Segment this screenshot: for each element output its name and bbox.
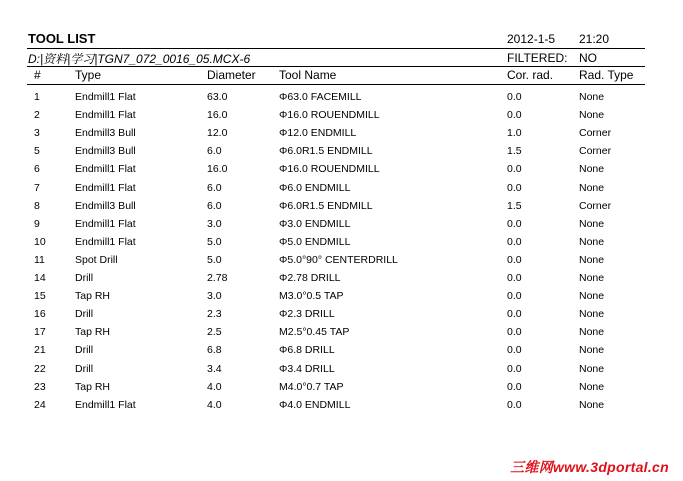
cell-corner-radius: 0.0 [507,344,522,357]
table-row [0,363,683,381]
cell-corner-radius: 0.0 [507,217,522,230]
cell-number: 14 [34,272,46,284]
cell-radius-type: None [579,181,605,194]
table-row [0,399,683,417]
cell-corner-radius: 0.0 [507,253,522,266]
cell-number: 16 [34,308,46,321]
column-header-number: # [34,68,41,82]
cell-diameter: 16.0 [207,109,228,122]
cell-corner-radius: 0.0 [507,362,522,375]
cell-diameter: 63.0 [207,91,228,103]
cell-tool-name: Φ2.78 DRILL [279,272,341,284]
table-row [0,109,683,127]
cell-tool-name: Φ6.0R1.5 ENDMILL [279,145,373,158]
cell-tool-name: Φ6.8 DRILL [279,344,335,357]
cell-corner-radius: 0.0 [507,235,522,248]
cell-tool-name: M4.0°0.7 TAP [279,380,344,393]
cell-diameter: 2.5 [207,326,222,339]
cell-type: Drill [75,344,94,357]
column-header-type: Type [75,68,102,82]
cell-type: Endmill1 Flat [75,235,136,248]
cell-diameter: 2.78 [207,272,228,284]
cell-radius-type: None [579,398,605,411]
table-row [0,145,683,163]
column-header-diameter: Diameter [207,68,256,82]
cell-radius-type: None [579,91,605,103]
cell-type: Tap RH [75,326,111,339]
cell-tool-name: Φ12.0 ENDMILL [279,127,357,140]
cell-radius-type: None [579,308,605,321]
table-row [0,290,683,308]
cell-type: Endmill1 Flat [75,398,136,411]
cell-radius-type: None [579,253,605,266]
cell-number: 8 [34,199,40,212]
cell-corner-radius: 0.0 [507,272,522,284]
cell-number: 9 [34,217,40,230]
cell-type: Endmill1 Flat [75,109,136,122]
cell-radius-type: None [579,163,605,176]
cell-tool-name: Φ4.0 ENDMILL [279,398,351,411]
cell-radius-type: None [579,217,605,230]
cell-radius-type: None [579,362,605,375]
cell-type: Tap RH [75,290,111,303]
cell-corner-radius: 0.0 [507,326,522,339]
cell-radius-type: None [579,272,605,284]
cell-corner-radius: 0.0 [507,380,522,393]
cell-type: Endmill1 Flat [75,217,136,230]
cell-radius-type: Corner [579,145,612,158]
cell-diameter: 6.0 [207,145,222,158]
cell-type: Tap RH [75,380,111,393]
cell-type: Drill [75,308,94,321]
table-row [0,308,683,326]
cell-type: Endmill3 Bull [75,145,136,158]
cell-number: 1 [34,91,40,103]
cell-number: 21 [34,344,46,357]
table-row [0,218,683,236]
cell-diameter: 5.0 [207,253,222,266]
cell-type: Endmill3 Bull [75,127,136,140]
cell-corner-radius: 0.0 [507,308,522,321]
cell-tool-name: Φ6.0 ENDMILL [279,181,351,194]
cell-number: 23 [34,380,46,393]
cell-tool-name: Φ3.0 ENDMILL [279,217,351,230]
cell-tool-name: M3.0°0.5 TAP [279,290,344,303]
column-header-tool-name: Tool Name [279,68,337,82]
cell-corner-radius: 1.5 [507,199,522,212]
filtered-value: NO [579,51,597,65]
cell-type: Drill [75,362,94,375]
table-row [0,381,683,399]
cell-number: 11 [34,253,45,266]
cell-radius-type: Corner [579,199,612,212]
cell-tool-name: Φ16.0 ROUENDMILL [279,163,380,176]
cell-number: 17 [34,326,46,339]
cell-corner-radius: 0.0 [507,109,522,122]
cell-tool-name: Φ6.0R1.5 ENDMILL [279,199,373,212]
cell-number: 7 [34,181,40,194]
cell-diameter: 4.0 [207,398,222,411]
cell-corner-radius: 0.0 [507,290,522,303]
table-row [0,163,683,181]
cell-diameter: 3.0 [207,290,222,303]
cell-diameter: 6.0 [207,181,222,194]
cell-type: Endmill3 Bull [75,199,136,212]
watermark: 三维网www.3dportal.cn [510,459,669,475]
cell-number: 2 [34,109,40,122]
cell-number: 3 [34,127,40,140]
cell-type: Endmill1 Flat [75,91,136,103]
filtered-label: FILTERED: [507,51,568,65]
cell-radius-type: None [579,109,605,122]
file-path: D:|资料|学习|TGN7_072_0016_05.MCX-6 [28,52,251,66]
table-row [0,254,683,272]
cell-number: 22 [34,362,46,375]
cell-diameter: 4.0 [207,380,222,393]
cell-radius-type: Corner [579,127,612,140]
cell-tool-name: Φ5.0°90° CENTERDRILL [279,253,398,266]
cell-diameter: 6.0 [207,199,222,212]
cell-type: Drill [75,272,94,284]
cell-diameter: 12.0 [207,127,228,140]
cell-radius-type: None [579,326,605,339]
cell-tool-name: Φ63.0 FACEMILL [279,91,362,103]
cell-tool-name: Φ3.4 DRILL [279,362,335,375]
report-date: 2012-1-5 [507,32,556,46]
table-row [0,182,683,200]
cell-corner-radius: 0.0 [507,91,522,103]
cell-corner-radius: 1.5 [507,145,522,158]
cell-tool-name: Φ16.0 ROUENDMILL [279,109,380,122]
cell-number: 15 [34,290,46,303]
table-row [0,344,683,362]
cell-diameter: 2.3 [207,308,222,321]
header-bottom-rule [27,84,645,85]
cell-radius-type: None [579,235,605,248]
table-row [0,326,683,344]
cell-radius-type: None [579,290,605,303]
cell-number: 5 [34,145,40,158]
cell-corner-radius: 0.0 [507,163,522,176]
table-row [0,272,683,290]
report-time: 21:20 [579,32,610,46]
cell-radius-type: None [579,380,605,393]
cell-type: Endmill1 Flat [75,163,136,176]
cell-corner-radius: 1.0 [507,127,522,140]
cell-tool-name: M2.5°0.45 TAP [279,326,350,339]
cell-diameter: 3.4 [207,362,222,375]
cell-number: 24 [34,398,46,411]
cell-number: 6 [34,163,40,176]
top-rule [27,48,645,49]
cell-diameter: 16.0 [207,163,228,176]
cell-type: Endmill1 Flat [75,181,136,194]
cell-corner-radius: 0.0 [507,181,522,194]
table-row [0,236,683,254]
cell-diameter: 5.0 [207,235,222,248]
cell-number: 10 [34,235,46,248]
cell-radius-type: None [579,344,605,357]
column-header-corner-radius: Cor. rad. [507,68,554,82]
report-title: TOOL LIST [28,31,96,46]
cell-diameter: 3.0 [207,217,222,230]
cell-diameter: 6.8 [207,344,222,357]
cell-tool-name: Φ2.3 DRILL [279,308,335,321]
cell-tool-name: Φ5.0 ENDMILL [279,235,351,248]
cell-type: Spot Drill [75,253,118,266]
column-header-radius-type: Rad. Type [579,68,634,82]
header-top-rule [27,66,645,67]
table-row [0,200,683,218]
table-row [0,91,683,109]
table-row [0,127,683,145]
cell-corner-radius: 0.0 [507,398,522,411]
